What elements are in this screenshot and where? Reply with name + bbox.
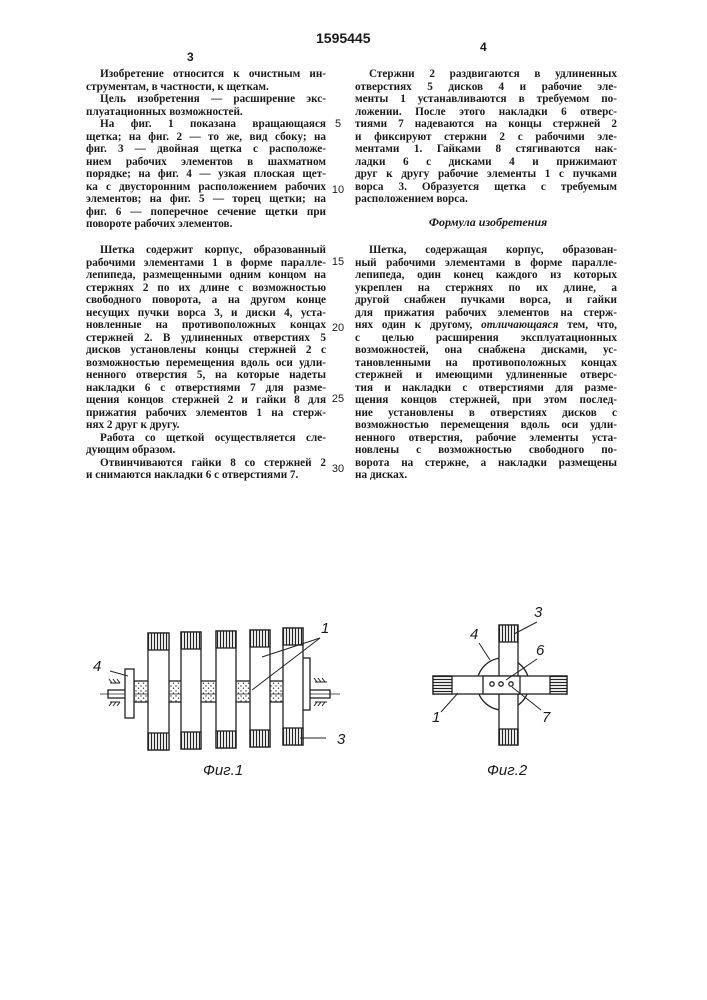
text-line: ка с двусторонним расположением рабочих — [86, 181, 326, 194]
text-line: ворса 3. Образуется щетка с требуемым — [355, 181, 617, 194]
text-line: и фиксируют стержни 2 с рабочими эле- — [355, 131, 617, 144]
text-line: тановленными на противоположных концах — [355, 357, 617, 370]
page-number-right: 4 — [480, 40, 487, 54]
fig2-label-hole: 7 — [542, 709, 550, 726]
figure-1-drawing — [0, 0, 707, 1000]
text-line: свободного поворота, а на другом конце — [86, 294, 326, 307]
text-line: плуатационных возможностей. — [86, 106, 326, 119]
text-line: щения концов стержней 2 и гайки 8 для — [86, 394, 326, 407]
text-line: друг к другу рабочие элементы 1 с пучками — [355, 168, 617, 181]
text-line: порядке; на фиг. 4 — узкая плоская щет- — [86, 168, 326, 181]
line-number: 25 — [331, 393, 345, 405]
text-line: накладки 6 с отверстиями 7 для разме- — [86, 382, 326, 395]
text-line: щения концов стержней, при этом послед- — [355, 394, 617, 407]
line-number: 10 — [331, 184, 345, 196]
text-line: несущих пучки ворса 3, и диски 4, уста- — [86, 307, 326, 320]
text-line: возможностей, она снабжена дисками, ус- — [355, 344, 617, 357]
working-element — [250, 630, 270, 747]
text-line: Изобретение относится к очистным ин- — [86, 68, 326, 81]
hole — [490, 682, 494, 686]
text-line: Отвинчиваются гайки 8 со стержней 2 — [86, 457, 326, 470]
text-line: ненного отверстия 5, на которые надеты — [86, 369, 326, 382]
fig1-caption: Фиг.1 — [203, 762, 243, 779]
text-line: Цель изобретения — расширение экс- — [86, 93, 326, 106]
text-line: ние установлены в отверстиях дисков с — [355, 407, 617, 420]
text-line: возможностью перемещения вдоль оси удли- — [86, 357, 326, 370]
text-line: лепипеда, один конец каждого из которых — [355, 269, 617, 282]
hole — [509, 682, 513, 686]
text-line: лепипеда, размещенными одним концом на — [86, 269, 326, 282]
text-line: с целью расширения эксплуатационных — [355, 332, 617, 345]
text-line: элементов; на фиг. 5 — торец щетки; на — [86, 193, 326, 206]
text-line: стержнях 2 по их длине с возможностью — [86, 282, 326, 295]
text-line: ладки 6 с дисками 4 и прижимают — [355, 156, 617, 169]
line-number: 20 — [331, 322, 345, 334]
fig2-label-bristle: 3 — [534, 604, 542, 621]
fig1-label-bristle: 3 — [337, 731, 345, 748]
text-line: стержней 2. В удлиненных отверстиях 5 — [86, 332, 326, 345]
text-line: укреплен на стержнях по их длине, а — [355, 282, 617, 295]
text-line: дующим образом. — [86, 444, 326, 457]
text-line: на дисках. — [355, 469, 617, 482]
working-element — [283, 628, 303, 745]
text-line: и снимаются накладки 6 с отверстиями 7. — [86, 469, 326, 482]
text-line: отверстиях 5 дисков 4 и рабочие эле- — [355, 81, 617, 94]
page-number-left: 3 — [187, 50, 194, 64]
text-line: Стержни 2 раздвигаются в удлиненных — [355, 68, 617, 81]
text-line: другой снабжен пучками ворса, и гайки — [355, 294, 617, 307]
figure-2-drawing — [433, 622, 567, 745]
text-line: фиг. 3 — двойная щетка с расположе- — [86, 143, 326, 156]
text-line: ложении. После этого накладки 6 отверс- — [355, 106, 617, 119]
text-line: расположением ворса. — [355, 193, 617, 206]
fig1-label-disk: 4 — [93, 658, 101, 675]
text-line: новленные на противоположных концах — [86, 319, 326, 332]
text-line: возможностью перемещения вдоль оси удли- — [355, 419, 617, 432]
text-line: ворота на стержне, а накладки размещены — [355, 457, 617, 470]
text-line: На фиг. 1 показана вращающаяся — [86, 118, 326, 131]
text-line: менты 1 устанавливаются в требуемом по- — [355, 93, 617, 106]
disk-left — [125, 669, 134, 718]
text-line: ненного отверстия, рабочие элементы уста- — [355, 432, 617, 445]
text-line: прижатия рабочих элементов 1 на стерж- — [86, 407, 326, 420]
patent-number: 1595445 — [316, 30, 371, 46]
italic-term: отличающаяся — [481, 319, 558, 331]
text-line: дисков установлены концы стержней 2 с — [86, 344, 326, 357]
text-line: тиями 7 надеваются на концы стержней 2 — [355, 118, 617, 131]
text-line: нях 2 друг к другу. — [86, 419, 326, 432]
text-segment: нях один к другому, — [355, 319, 481, 331]
text-segment: тем, что, — [558, 319, 617, 331]
text-line: рабочими элементами 1 в форме паралле- — [86, 257, 326, 270]
text-line: новлены с возможностью свободного по- — [355, 444, 617, 457]
text-line: Шетка содержит корпус, образованный — [86, 244, 326, 257]
text-line: для прижатия рабочих элементов на стерж- — [355, 307, 617, 320]
text-line: Шетка, содержащая корпус, образован- — [355, 244, 617, 257]
text-line: Работа со щеткой осуществляется сле- — [86, 432, 326, 445]
fig2-label-element: 1 — [432, 709, 440, 726]
text-line: нием рабочих элементов в шахматном — [86, 156, 326, 169]
working-element — [216, 631, 236, 748]
text-line: повороте рабочих элементов. — [86, 218, 326, 231]
working-element — [181, 632, 201, 749]
fig2-label-plate: 6 — [536, 642, 544, 659]
claims-heading: Формула изобретения — [400, 215, 576, 230]
fig2-caption: Фиг.2 — [487, 762, 527, 779]
line-number: 30 — [331, 463, 345, 475]
hole — [499, 682, 503, 686]
text-line: струментам, в частности, к щеткам. — [86, 81, 326, 94]
fig1-label-element: 1 — [321, 620, 329, 637]
text-line: тия и накладки с отверстиями для разме- — [355, 382, 617, 395]
text-line: щетка; на фиг. 2 — то же, вид сбоку; на — [86, 131, 326, 144]
text-line: ментами 1. Гайками 8 стягиваются нак- — [355, 143, 617, 156]
text-line: стержней и имеющими удлиненные отверс- — [355, 369, 617, 382]
text-line: ный рабочими элементами в форме паралле- — [355, 257, 617, 270]
line-number: 5 — [331, 118, 345, 130]
text-line: фиг. 6 — поперечное сечение щетки при — [86, 206, 326, 219]
line-number: 15 — [331, 256, 345, 268]
working-element — [148, 633, 169, 750]
fig2-label-disk: 4 — [470, 626, 478, 643]
